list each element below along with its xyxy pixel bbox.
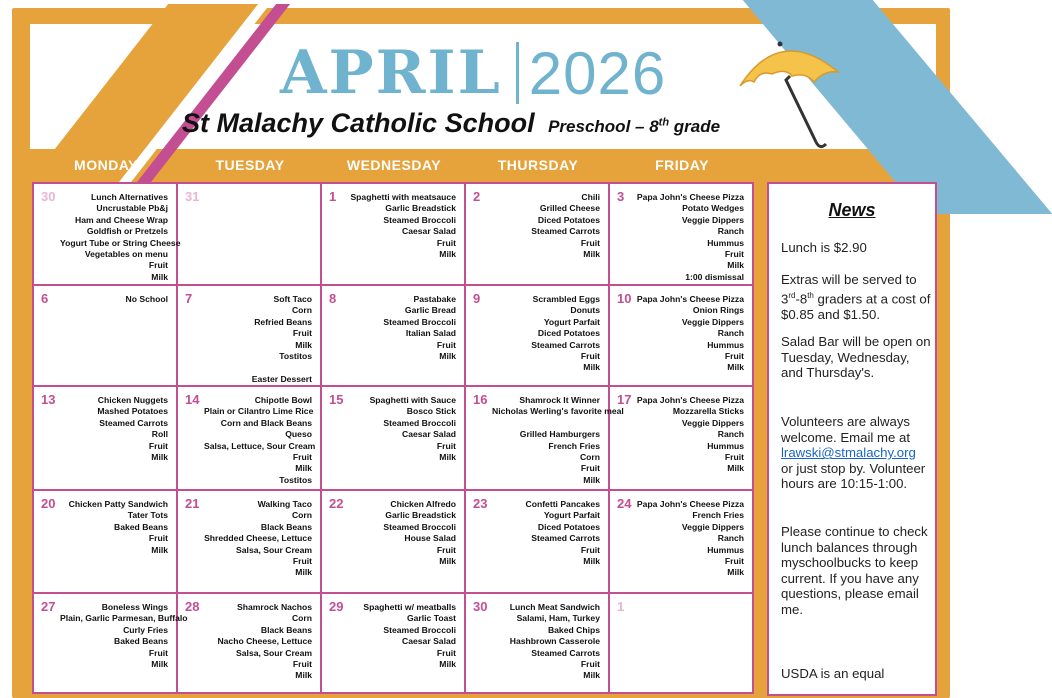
menu-item: Salsa, Lettuce, Sour Cream [204, 440, 316, 451]
day-cell [466, 594, 610, 694]
day-number: 16 [473, 392, 488, 407]
menu-item: Yogurt Tube or String Cheese [60, 237, 181, 248]
menu-item: Plain or Cilantro Lime Rice [204, 406, 314, 417]
menu-item: Fruit [292, 452, 312, 463]
day-cell [178, 286, 322, 387]
menu-item: Hummus [707, 544, 744, 555]
menu-item: Papa John's Cheese Pizza [636, 395, 744, 405]
menu-item: Grilled Cheese [539, 203, 600, 214]
menu-items [60, 294, 168, 305]
day-number: 22 [329, 496, 344, 511]
day-cell [322, 491, 466, 594]
menu-item: Ham and Cheese Wrap [75, 214, 168, 225]
menu-item: Hummus [707, 237, 744, 248]
menu-item: Milk [583, 556, 600, 567]
menu-item: Scrambled Eggs [532, 294, 600, 304]
menu-item: Milk [727, 260, 744, 271]
day-number: 13 [41, 392, 56, 407]
menu-item: House Salad [404, 533, 456, 544]
menu-item: Milk [583, 249, 600, 260]
day-number: 30 [41, 189, 56, 204]
day-number: 8 [329, 291, 337, 306]
menu-item: Fruit [436, 544, 456, 555]
menu-item: French Fries [692, 510, 744, 521]
menu-items [636, 192, 744, 283]
menu-item: Corn and Black Beans [220, 417, 312, 428]
day-cell [34, 491, 178, 594]
day-number: 29 [329, 599, 344, 614]
calendar-month-title: APRIL [280, 38, 502, 108]
day-number: 3 [617, 189, 625, 204]
menu-item: Yogurt Parfait [543, 316, 600, 327]
menu-item: Veggie Dippers [681, 521, 744, 532]
menu-calendar-grid [32, 182, 754, 694]
menu-item: Hashbrown Casserole [509, 636, 600, 647]
menu-items [492, 602, 600, 682]
menu-item: Milk [151, 544, 168, 555]
day-number: 14 [185, 392, 200, 407]
menu-item [492, 418, 600, 429]
menu-item: Ranch [717, 328, 744, 339]
day-number: 31 [185, 189, 200, 204]
menu-item: Papa John's Cheese Pizza [636, 192, 744, 202]
menu-item: Milk [583, 670, 600, 681]
day-number: 17 [617, 392, 632, 407]
menu-items [492, 499, 600, 567]
menu-items [60, 192, 181, 283]
menu-items [492, 294, 600, 374]
day-cell [466, 184, 610, 286]
day-cell [466, 387, 624, 491]
title-divider [516, 42, 519, 104]
menu-item: Fruit [148, 647, 168, 658]
menu-items [60, 395, 168, 463]
menu-item: Chicken Alfredo [390, 499, 456, 509]
menu-items [636, 395, 744, 475]
menu-items [492, 192, 600, 260]
menu-item: Spaghetti with Sauce [369, 395, 456, 405]
school-name-line [182, 108, 720, 139]
menu-item: Fruit [580, 544, 600, 555]
menu-item: Milk [151, 659, 168, 670]
menu-item: Italian Salad [405, 328, 456, 339]
menu-item: Caesar Salad [402, 429, 456, 440]
weekday-tuesday: TUESDAY [215, 157, 285, 173]
menu-item: Fruit [724, 249, 744, 260]
day-cell [34, 286, 178, 387]
day-number: 2 [473, 189, 481, 204]
menu-item: Milk [295, 567, 312, 578]
weekday-monday: MONDAY [74, 157, 138, 173]
menu-item: Salami, Ham, Turkey [516, 613, 600, 624]
day-number: 1 [617, 599, 625, 614]
menu-item: Steamed Broccoli [383, 624, 456, 635]
menu-item: Hummus [707, 339, 744, 350]
menu-item: Mashed Potatoes [97, 406, 168, 417]
menu-item: Walking Taco [257, 499, 312, 509]
menu-item: Papa John's Cheese Pizza [636, 294, 744, 304]
menu-item: Milk [727, 567, 744, 578]
menu-item: Garlic Breadstick [385, 203, 456, 214]
day-number: 15 [329, 392, 344, 407]
menu-items [204, 602, 312, 682]
menu-item: Roll [151, 429, 168, 440]
menu-item: Steamed Broccoli [383, 417, 456, 428]
menu-item: Corn [579, 452, 600, 463]
menu-item: Fruit [436, 237, 456, 248]
day-cell [466, 491, 610, 594]
menu-item: Corn [291, 613, 312, 624]
menu-items [492, 395, 624, 486]
day-number: 6 [41, 291, 49, 306]
day-cell [466, 286, 610, 387]
calendar-header [30, 24, 936, 149]
menu-item: Curly Fries [123, 624, 168, 635]
day-number: 28 [185, 599, 200, 614]
day-cell [34, 387, 178, 491]
menu-item: Nicholas Werling's favorite meal [492, 406, 624, 417]
menu-item: No School [125, 294, 168, 304]
menu-item: Donuts [570, 305, 600, 316]
weekday-thursday: THURSDAY [497, 157, 579, 173]
menu-item: Uncrustable Pb&j [96, 203, 168, 214]
menu-item: Milk [439, 556, 456, 567]
menu-item: Goldfish or Pretzels [86, 226, 168, 237]
day-number: 24 [617, 496, 632, 511]
menu-item: Steamed Carrots [531, 226, 600, 237]
menu-item: Milk [439, 249, 456, 260]
menu-item: Ranch [717, 533, 744, 544]
menu-item: Salsa, Sour Cream [236, 647, 312, 658]
menu-item: Milk [151, 452, 168, 463]
menu-item: Queso [285, 429, 312, 440]
menu-item: Fruit [724, 351, 744, 362]
menu-items [636, 499, 744, 579]
menu-item: Mozzarella Sticks [672, 406, 744, 417]
menu-item: Boneless Wings [101, 602, 168, 612]
weekday-friday: FRIDAY [655, 157, 709, 173]
menu-item: Milk [295, 339, 312, 350]
menu-item: Grilled Hamburgers [519, 429, 600, 440]
day-cell [610, 491, 754, 594]
menu-item: Salsa, Sour Cream [236, 544, 312, 555]
menu-item: Garlic Breadstick [385, 510, 456, 521]
news-lunch-price: Lunch is $2.90 [781, 240, 867, 255]
calendar-year-title: 2026 [528, 39, 667, 107]
menu-item: Fruit [148, 260, 168, 271]
menu-item: Fruit [580, 351, 600, 362]
day-number: 10 [617, 291, 632, 306]
menu-item: Milk [439, 452, 456, 463]
menu-item: Caesar Salad [402, 226, 456, 237]
menu-item: Lunch Meat Sandwich [509, 602, 600, 612]
day-number: 9 [473, 291, 481, 306]
menu-item: Fruit [580, 659, 600, 670]
menu-item: Soft Taco [273, 294, 312, 304]
menu-item: Steamed Broccoli [383, 214, 456, 225]
menu-item: Fruit [724, 452, 744, 463]
menu-item: Hummus [707, 440, 744, 451]
menu-item: Baked Beans [114, 521, 168, 532]
menu-item: Milk [727, 463, 744, 474]
menu-item: Steamed Carrots [531, 533, 600, 544]
menu-item: Baked Beans [114, 636, 168, 647]
menu-items [348, 499, 456, 567]
menu-item: Chipotle Bowl [254, 395, 312, 405]
menu-item: Tater Tots [127, 510, 168, 521]
menu-item: Yogurt Parfait [543, 510, 600, 521]
day-number: 7 [185, 291, 193, 306]
day-number: 23 [473, 496, 488, 511]
menu-item: Veggie Dippers [681, 214, 744, 225]
menu-item: Fruit [292, 659, 312, 670]
menu-item: Shamrock Nachos [237, 602, 312, 612]
menu-item: Steamed Broccoli [383, 316, 456, 327]
menu-items [60, 499, 168, 556]
day-number: 21 [185, 496, 200, 511]
menu-item: Fruit [292, 556, 312, 567]
news-email-link[interactable]: lrawski@stmalachy.org [781, 445, 916, 461]
menu-item: Shredded Cheese, Lettuce [204, 533, 312, 544]
menu-item: Tostitos [279, 474, 312, 485]
menu-item: Baked Chips [547, 624, 600, 635]
news-volunteers: Volunteers are always welcome. Email me at lrawski@stmalachy.org or just stop by. Volunteer hours are 10:15-1:00. [781, 414, 926, 492]
menu-item: Potato Wedges [682, 203, 744, 214]
day-cell [178, 184, 322, 286]
menu-item: Papa John's Cheese Pizza [636, 499, 744, 509]
day-number: 20 [41, 496, 56, 511]
menu-item: 1:00 dismissal [685, 271, 744, 282]
menu-item: Fruit [292, 328, 312, 339]
news-heading: News [828, 200, 876, 220]
menu-item: Milk [295, 463, 312, 474]
menu-item: Easter Dessert [251, 373, 312, 384]
menu-item: Chicken Patty Sandwich [68, 499, 168, 509]
menu-item: Spaghetti with meatsauce [350, 192, 456, 202]
menu-items [636, 294, 744, 374]
news-extras: Extras will be served to 3rd-8th graders at a cost of $0.85 and $1.50. [781, 272, 931, 322]
day-cell [178, 387, 322, 491]
menu-items [60, 602, 188, 670]
day-number: 27 [41, 599, 56, 614]
day-number: 30 [473, 599, 488, 614]
menu-item: Chicken Nuggets [97, 395, 168, 405]
menu-items [348, 395, 456, 463]
menu-item: Lunch Alternatives [90, 192, 168, 202]
menu-items [348, 294, 456, 362]
day-cell [178, 491, 322, 594]
day-cell [610, 387, 754, 491]
menu-item: Fruit [580, 463, 600, 474]
menu-item: Nacho Cheese, Lettuce [217, 636, 312, 647]
menu-item: Bosco Stick [406, 406, 456, 417]
menu-items [348, 602, 456, 670]
menu-item: Ranch [717, 226, 744, 237]
news-balances: Please continue to check lunch balances through myschoolbucks to keep current. If you have any questions, please email me. [781, 524, 928, 617]
menu-item: Steamed Carrots [531, 339, 600, 350]
menu-item: Tostitos [279, 351, 312, 362]
menu-item: Refried Beans [254, 316, 312, 327]
grade-range: Preschool – 8th grade [548, 116, 721, 136]
menu-item: Corn [291, 510, 312, 521]
day-cell [610, 184, 754, 286]
menu-item: Black Beans [260, 624, 312, 635]
day-cell [610, 286, 754, 387]
school-name: St Malachy Catholic School [182, 108, 535, 138]
menu-item: Milk [583, 474, 600, 485]
umbrella-icon [720, 24, 850, 149]
news-panel [767, 182, 937, 696]
menu-item: Diced Potatoes [537, 521, 600, 532]
menu-item: Caesar Salad [402, 636, 456, 647]
news-salad-bar: Salad Bar will be open on Tuesday, Wednesday, and Thursday's. [781, 334, 931, 381]
menu-item: Onion Rings [692, 305, 744, 316]
menu-item: Steamed Carrots [531, 647, 600, 658]
menu-item: Diced Potatoes [537, 214, 600, 225]
menu-item: Fruit [436, 440, 456, 451]
menu-items [204, 294, 312, 385]
day-cell [322, 594, 466, 694]
menu-item: Steamed Broccoli [383, 521, 456, 532]
menu-item: French Fries [548, 440, 600, 451]
menu-item: Fruit [436, 647, 456, 658]
day-number: 1 [329, 189, 337, 204]
menu-item: Black Beans [260, 521, 312, 532]
weekday-header-row [34, 152, 754, 178]
menu-items [204, 499, 312, 579]
day-cell [322, 286, 466, 387]
menu-item: Corn [291, 305, 312, 316]
menu-item: Fruit [436, 339, 456, 350]
menu-item: Diced Potatoes [537, 328, 600, 339]
menu-item: Veggie Dippers [681, 316, 744, 327]
menu-item: Garlic Bread [404, 305, 456, 316]
day-cell [34, 594, 188, 694]
menu-item [204, 362, 312, 373]
menu-item: Ranch [717, 429, 744, 440]
menu-item: Garlic Toast [406, 613, 456, 624]
menu-item: Milk [439, 351, 456, 362]
menu-items [348, 192, 456, 260]
menu-item: Chili [581, 192, 600, 202]
menu-item: Fruit [724, 556, 744, 567]
day-cell [610, 594, 754, 694]
menu-item: Pastabake [413, 294, 456, 304]
menu-item: Shamrock It Winner [519, 395, 600, 405]
weekday-wednesday: WEDNESDAY [346, 157, 442, 173]
menu-item: Vegetables on menu [84, 249, 168, 260]
menu-item: Milk [727, 362, 744, 373]
menu-item: Milk [583, 362, 600, 373]
menu-item: Fruit [580, 237, 600, 248]
day-cell [322, 184, 466, 286]
menu-item: Plain, Garlic Parmesan, Buffalo [60, 613, 188, 624]
day-cell [322, 387, 466, 491]
menu-item: Milk [151, 271, 168, 282]
news-usda: USDA is an equal [781, 666, 885, 681]
menu-item: Fruit [148, 440, 168, 451]
menu-item: Fruit [148, 533, 168, 544]
menu-item: Spaghetti w/ meatballs [363, 602, 456, 612]
menu-item: Steamed Carrots [99, 417, 168, 428]
menu-item: Veggie Dippers [681, 417, 744, 428]
menu-items [204, 395, 316, 486]
menu-item: Milk [439, 659, 456, 670]
menu-item: Milk [295, 670, 312, 681]
day-cell [34, 184, 181, 286]
day-cell [178, 594, 322, 694]
menu-item: Confetti Pancakes [525, 499, 600, 509]
